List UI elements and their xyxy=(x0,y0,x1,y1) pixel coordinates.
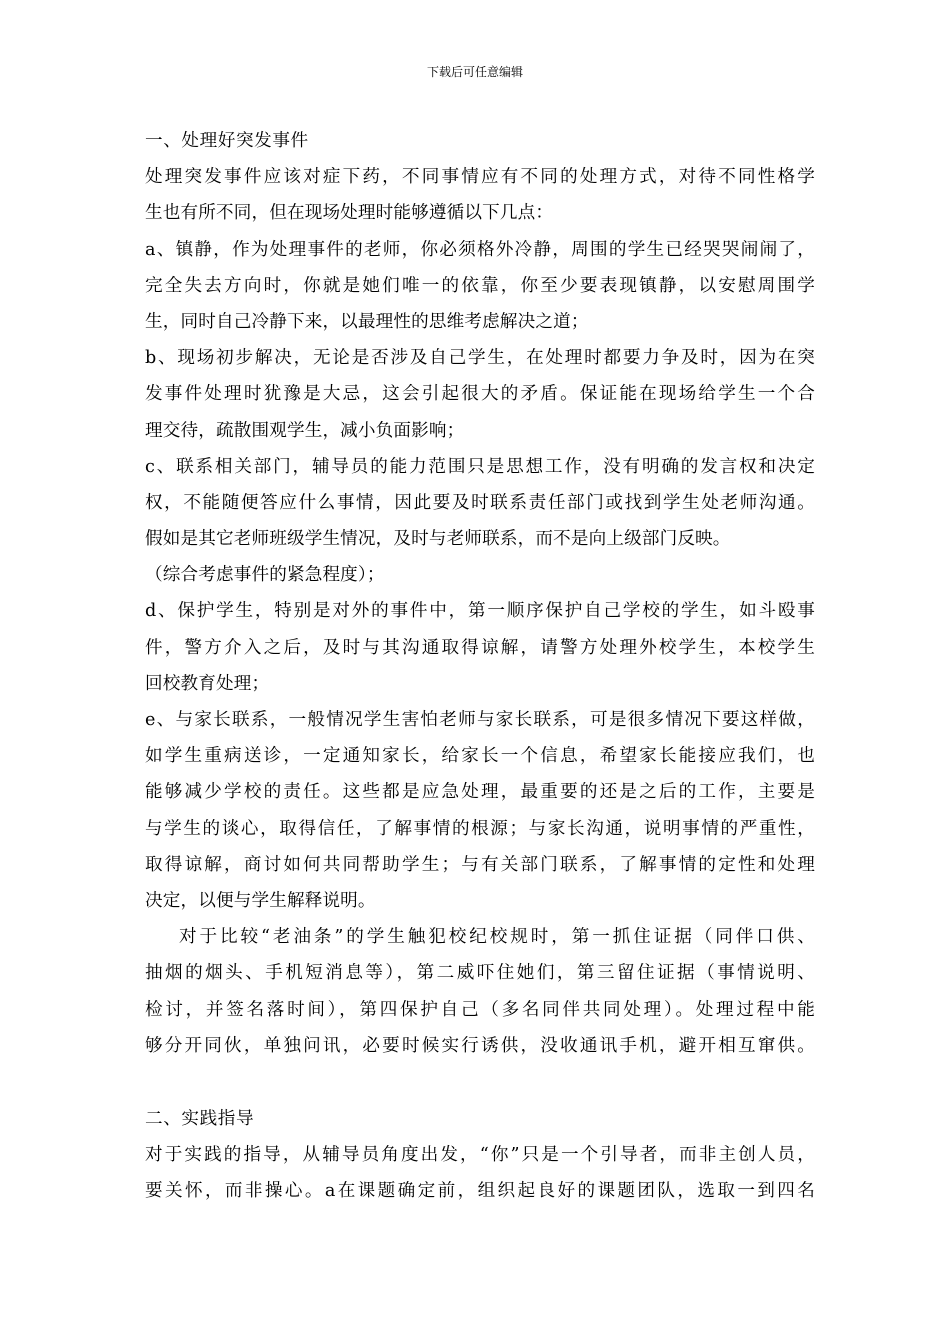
paragraph-line: 发事件处理时犹豫是大忌，这会引起很大的矛盾。保证能在现场给学生一个合 xyxy=(145,384,815,405)
paragraph-line: d、保护学生，特别是对外的事件中，第一顺序保护自己学校的学生，如斗殴事 xyxy=(145,601,815,622)
paragraph-line: 件，警方介入之后，及时与其沟通取得谅解，请警方处理外校学生，本校学生 xyxy=(145,637,815,658)
paragraph-line: 对于比较“老油条”的学生触犯校纪校规时，第一抓住证据（同伴口供、 xyxy=(179,927,815,948)
paragraph-line: 如学生重病送诊，一定通知家长，给家长一个信息，希望家长能接应我们，也 xyxy=(145,746,815,767)
paragraph-line: 抽烟的烟头、手机短消息等），第二威吓住她们，第三留住证据（事情说明、 xyxy=(145,963,815,984)
paragraph-line: 假如是其它老师班级学生情况，及时与老师联系，而不是向上级部门反映。 xyxy=(145,529,731,550)
section-emergency-handling xyxy=(145,123,815,1064)
section-heading: 一、处理好突发事件 xyxy=(145,131,309,151)
paragraph-line: c、联系相关部门，辅导员的能力范围只是思想工作，没有明确的发言权和决定 xyxy=(145,456,815,477)
paragraph-line: 理交待，疏散围观学生，减小负面影响； xyxy=(145,420,465,441)
paragraph-line: e、与家长联系，一般情况学生害怕老师与家长联系，可是很多情况下要这样做， xyxy=(145,710,815,730)
page-header: 下载后可任意编辑 xyxy=(426,65,523,79)
paragraph-line: 生也有所不同，但在现场处理时能够遵循以下几点： xyxy=(145,203,554,224)
paragraph-line: b、现场初步解决，无论是否涉及自己学生，在处理时都要力争及时，因为在突 xyxy=(145,348,815,369)
paragraph-line: 权，不能随便答应什么事情，因此要及时联系责任部门或找到学生处老师沟通。 xyxy=(145,492,815,513)
paragraph-line: 处理突发事件应该对症下药，不同事情应有不同的处理方式，对待不同性格学 xyxy=(145,167,815,188)
paragraph-line: 完全失去方向时，你就是她们唯一的依靠，你至少要表现镇静，以安慰周围学 xyxy=(145,275,815,296)
paragraph-line: 回校教育处理； xyxy=(145,673,270,694)
paragraph-line: 要关怀，而非操心。a在课题确定前，组织起良好的课题团队，选取一到四名 xyxy=(145,1181,815,1202)
section-heading: 二、实践指导 xyxy=(145,1109,255,1129)
paragraph-line: 对于实践的指导，从辅导员角度出发，“你”只是一个引导者，而非主创人员， xyxy=(145,1145,815,1166)
paragraph-line: 取得谅解，商讨如何共同帮助学生；与有关部门联系，了解事情的定性和处理 xyxy=(145,854,815,875)
paragraph-line: 生，同时自己冷静下来，以最理性的思维考虑解决之道； xyxy=(145,311,589,332)
paragraph-line: 检讨，并签名落时间），第四保护自己（多名同伴共同处理）。处理过程中能 xyxy=(145,999,815,1020)
paragraph-line: （综合考虑事件的紧急程度）； xyxy=(145,565,385,586)
paragraph-line: a、镇静，作为处理事件的老师，你必须格外冷静，周围的学生已经哭哭闹闹了， xyxy=(145,239,815,260)
section-practice-guidance xyxy=(145,1101,815,1210)
paragraph-line: 与学生的谈心，取得信任，了解事情的根源；与家长沟通，说明事情的严重性， xyxy=(145,818,815,839)
paragraph-line: 够分开同伙，单独问讯，必要时候实行诱供，没收通讯手机，避开相互窜供。 xyxy=(145,1035,815,1056)
paragraph-line: 能够减少学校的责任。这些都是应急处理，最重要的还是之后的工作，主要是 xyxy=(145,782,815,803)
paragraph-line: 决定，以便与学生解释说明。 xyxy=(145,890,376,911)
